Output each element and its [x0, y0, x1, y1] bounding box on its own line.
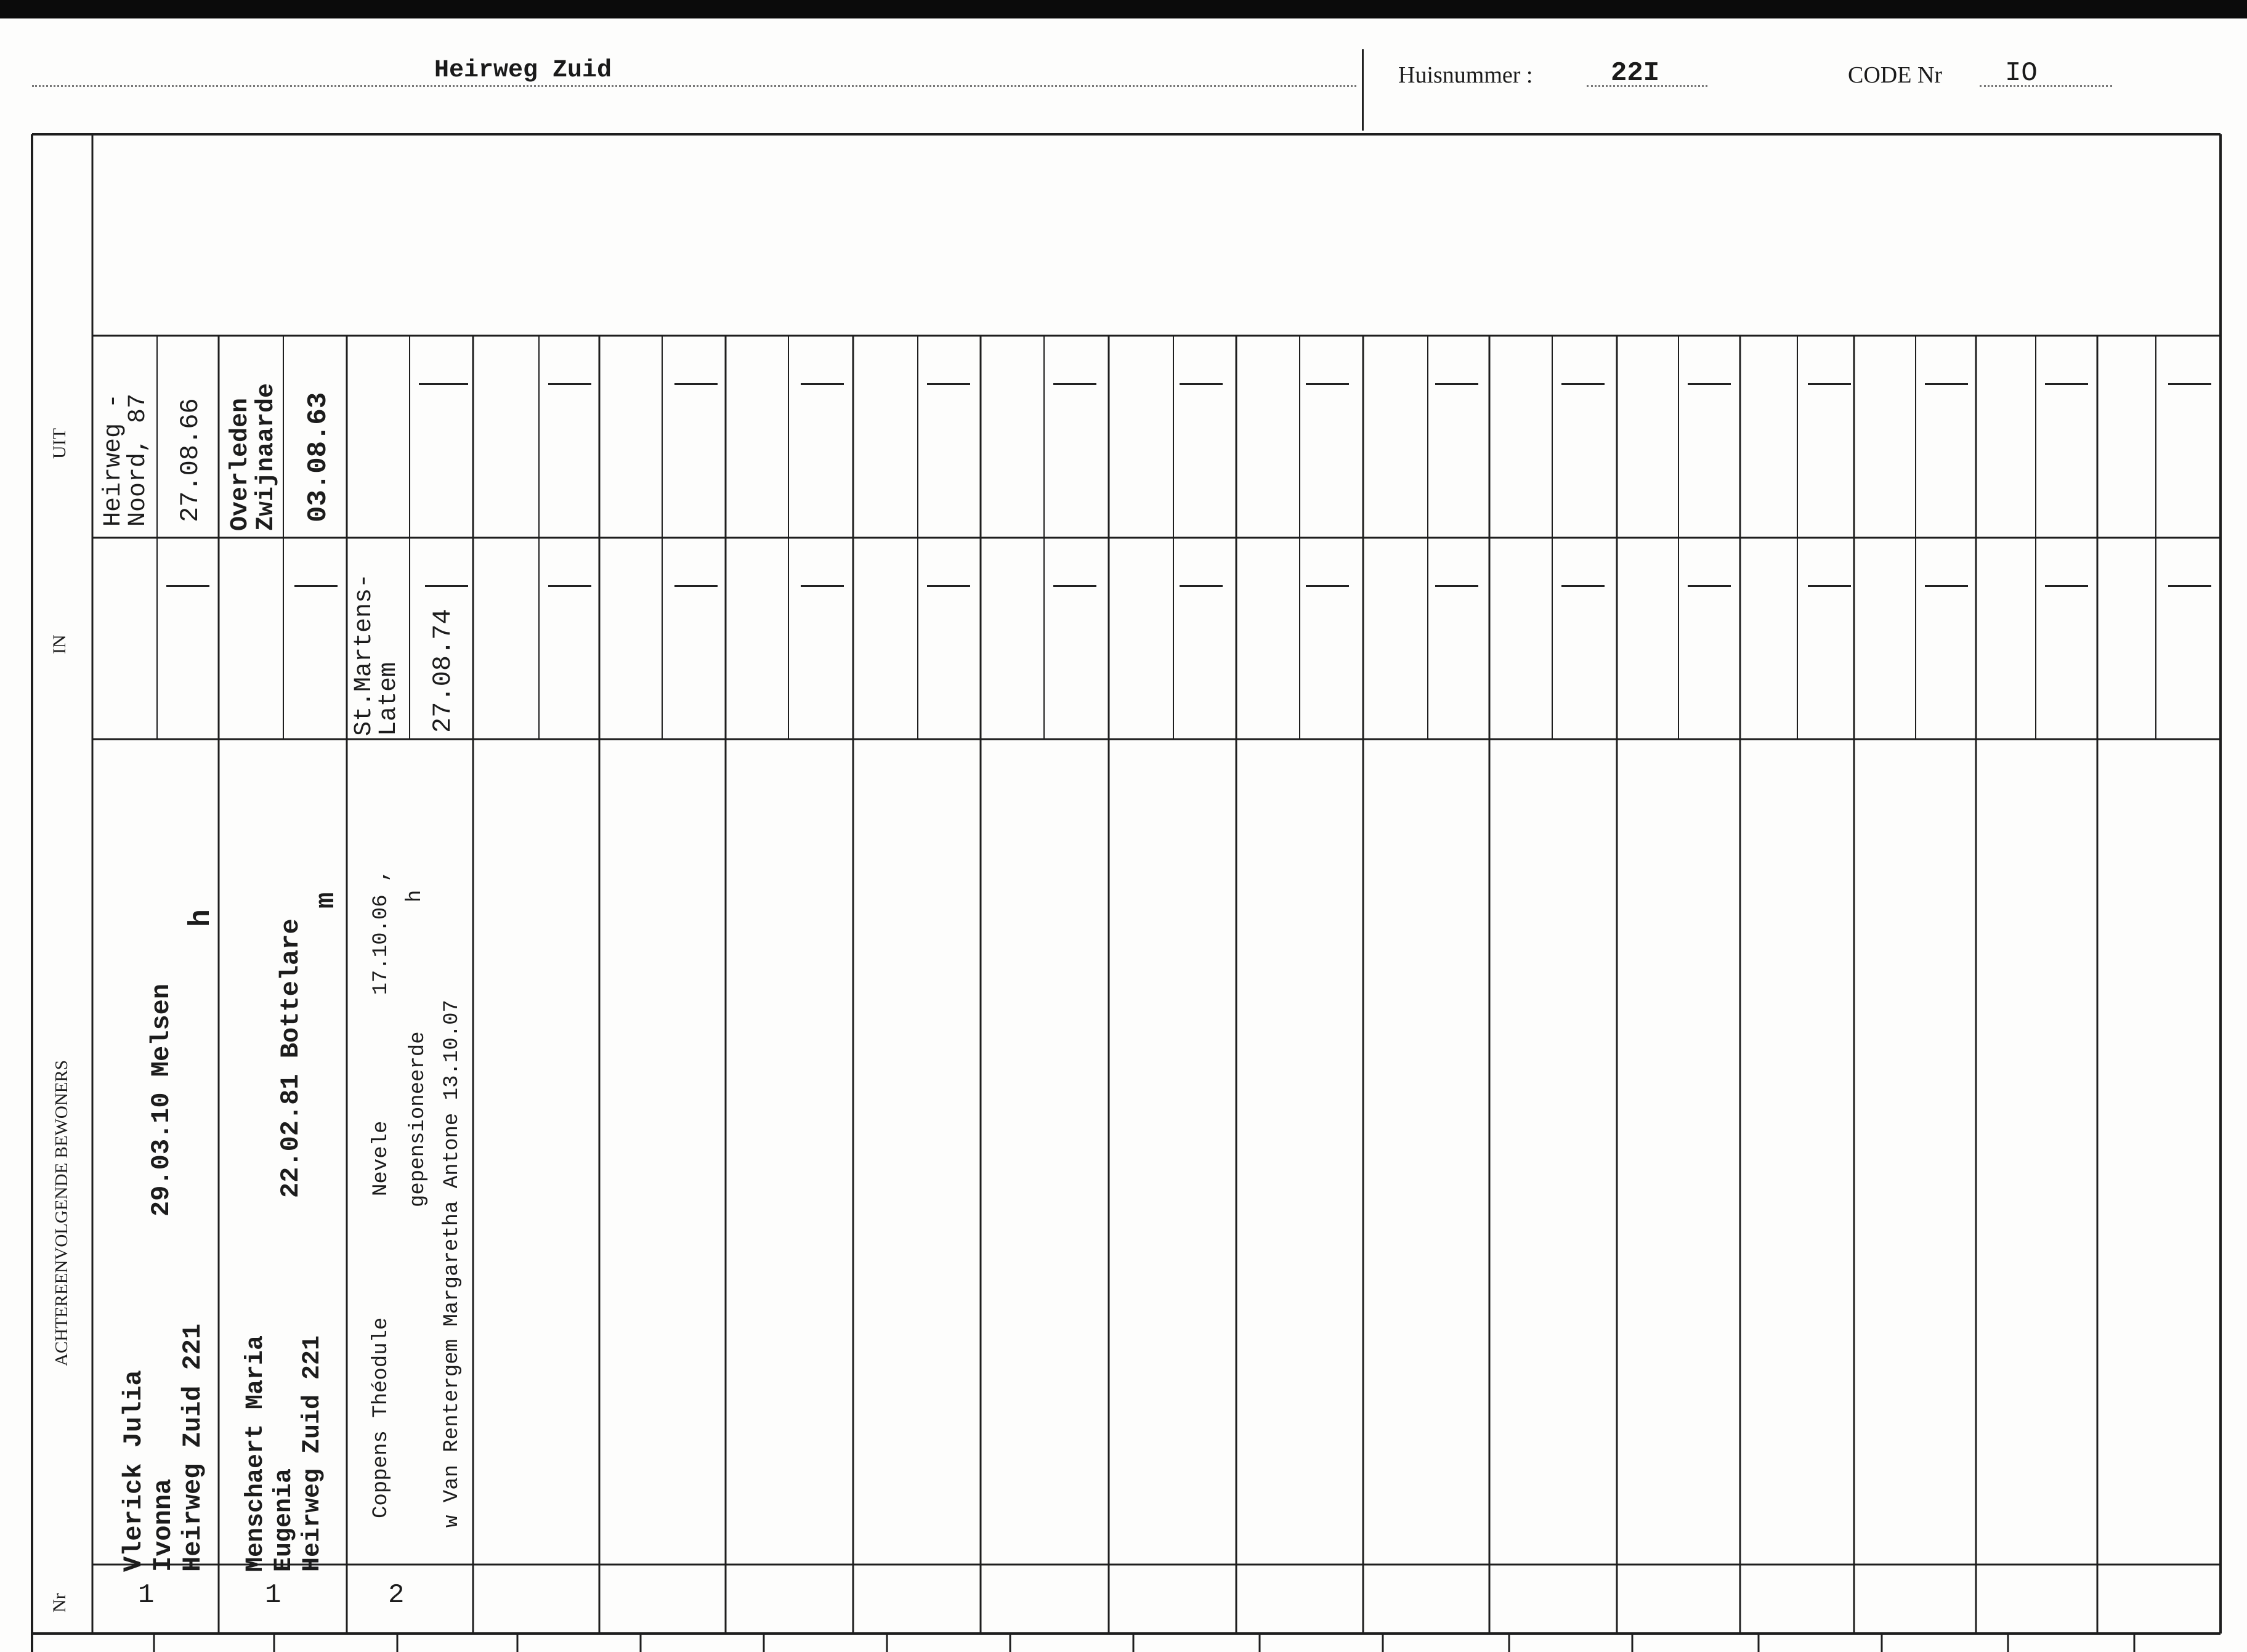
- empty-dash-0-2: [674, 383, 718, 385]
- entry-3-in-date: 27.08.74: [428, 609, 458, 733]
- entry-1-uit-date: 27.08.66: [176, 398, 205, 522]
- code-label: CODE Nr: [1848, 62, 1943, 88]
- entry-dash-2: [419, 383, 462, 385]
- row-label-residents: ACHTEREENVOLGENDE BEWONERS: [52, 1060, 71, 1366]
- empty-dash-0-11: [1808, 383, 1851, 385]
- house-number-label: Huisnummer :: [1398, 62, 1533, 88]
- entry-3-nr: 2: [388, 1580, 405, 1611]
- empty-dash-1-6: [1180, 585, 1223, 587]
- empty-dash-0-4: [927, 383, 970, 385]
- entry-1-nr: 1: [138, 1580, 155, 1611]
- empty-dash-0-12: [1925, 383, 1968, 385]
- entry-1-mark: h: [185, 909, 218, 927]
- empty-dash-1-11: [1808, 585, 1851, 587]
- empty-dash-0-6: [1180, 383, 1223, 385]
- entry-3-spouse: w Van Rentergem Margaretha Antone 13.10.07: [440, 1000, 464, 1528]
- empty-dash-1-12: [1925, 585, 1968, 587]
- entry-3-resident-name: Coppens Théodule: [370, 1317, 393, 1518]
- empty-dash-1-9: [1561, 585, 1605, 587]
- entry-1-resident-name: Vlerick Julia Ivonna Heirweg Zuid 221: [119, 1323, 208, 1572]
- entry-2-resident-name: Menschaert Maria Eugenia Heirweg Zuid 221: [242, 1335, 326, 1572]
- empty-dash-0-9: [1561, 383, 1605, 385]
- empty-dash-1-0: [425, 585, 468, 587]
- empty-dash-1-5: [1053, 585, 1096, 587]
- entry-3-mark: h: [403, 889, 427, 902]
- empty-dash-1-10: [1688, 585, 1731, 587]
- empty-dash-1-7: [1306, 585, 1349, 587]
- row-label-nr: Nr: [49, 1593, 70, 1613]
- empty-dash-0-5: [1053, 383, 1096, 385]
- row-label-in: IN: [49, 634, 70, 654]
- empty-dash-1-4: [927, 585, 970, 587]
- entry-3-occupation: gepensioneerde: [407, 1031, 430, 1207]
- empty-dash-1-14: [2168, 585, 2211, 587]
- entry-1-birth-info: 29.03.10 Melsen: [147, 983, 176, 1217]
- entry-2-nr: 1: [265, 1580, 281, 1611]
- entry-dash-1: [294, 585, 338, 587]
- empty-dash-0-14: [2168, 383, 2211, 385]
- row-label-uit: UIT: [49, 428, 70, 459]
- empty-dash-0-7: [1306, 383, 1349, 385]
- entry-1-uit-place: Heirweg - Noord, 87: [100, 393, 152, 527]
- empty-dash-1-13: [2045, 585, 2088, 587]
- empty-dash-0-13: [2045, 383, 2088, 385]
- house-number-value: 22I: [1611, 58, 1660, 89]
- empty-dash-1-8: [1435, 585, 1478, 587]
- entry-2-birth-info: 22.02.81 Bottelare: [276, 918, 306, 1198]
- entry-2-mark: m: [311, 892, 342, 909]
- entry-3-birth-info: Nevele 17.10.06 ,: [370, 869, 393, 1196]
- empty-dash-0-1: [548, 383, 591, 385]
- empty-dash-1-2: [674, 585, 718, 587]
- empty-dash-1-1: [548, 585, 591, 587]
- empty-dash-0-3: [801, 383, 844, 385]
- empty-dash-1-3: [801, 585, 844, 587]
- code-value: IO: [2005, 58, 2038, 89]
- entry-dash-0: [166, 585, 209, 587]
- empty-dash-0-8: [1435, 383, 1478, 385]
- empty-dash-0-10: [1688, 383, 1731, 385]
- entry-2-uit-date: 03.08.63: [303, 392, 334, 522]
- entry-2-uit-place: Overleden Zwijnaarde: [227, 383, 280, 531]
- entry-3-in-place: St.Martens- Latem: [350, 573, 403, 736]
- street-name: Heirweg Zuid: [434, 57, 612, 84]
